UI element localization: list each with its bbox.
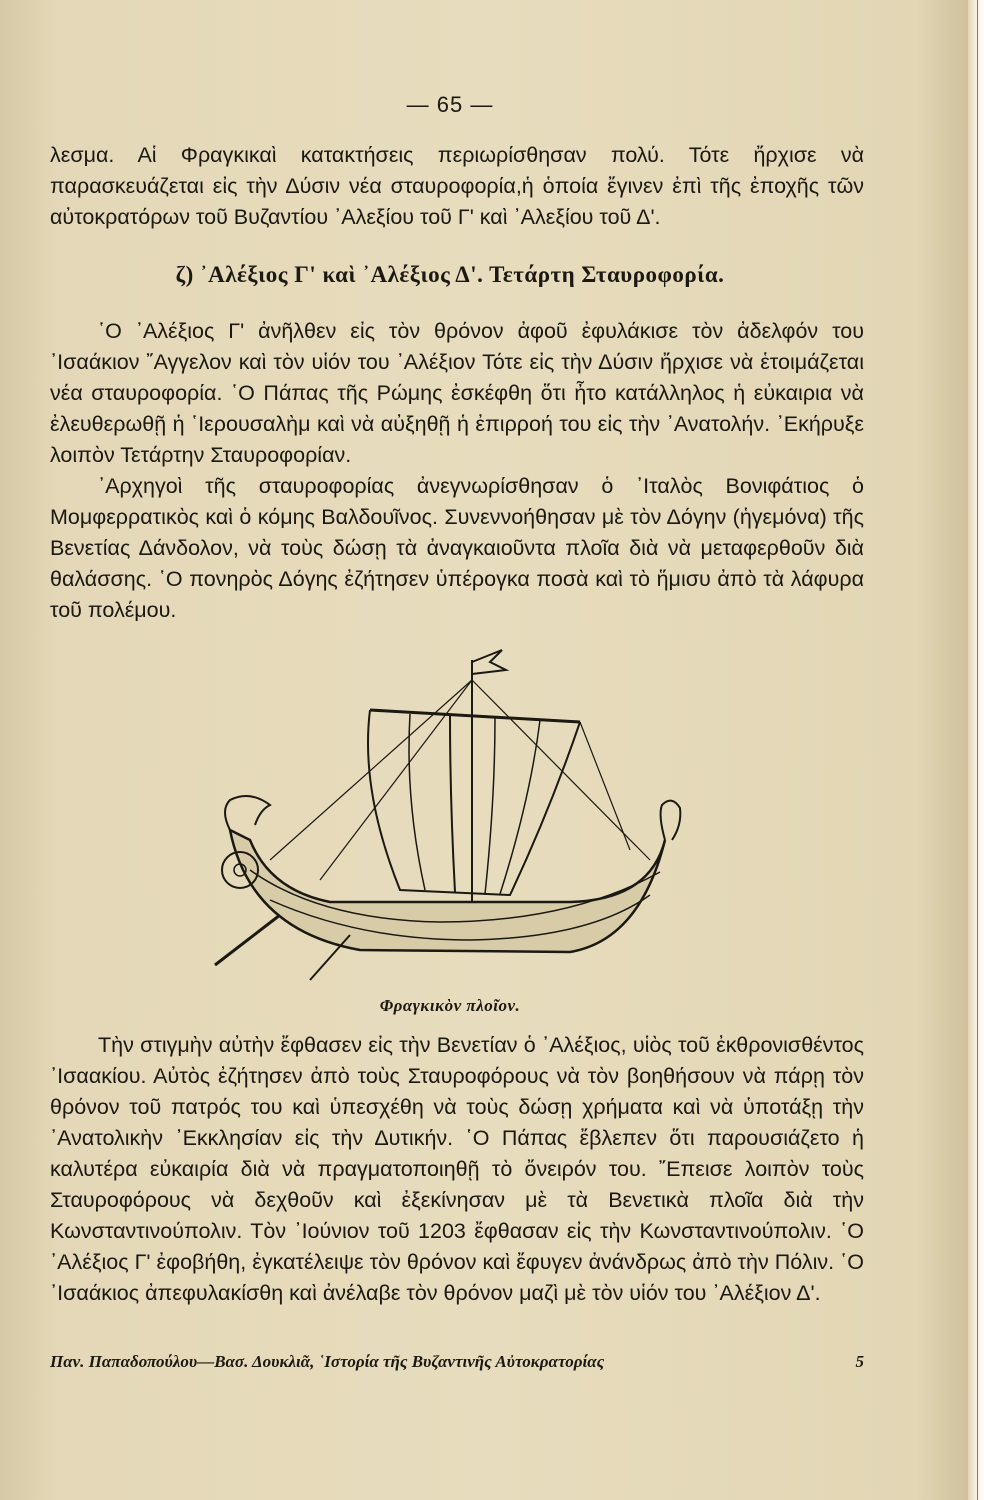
frankish-ship-illustration xyxy=(210,640,690,985)
ship-yard xyxy=(370,710,580,722)
ship-hull xyxy=(230,830,665,952)
page-edge-line xyxy=(977,0,978,1500)
ship-flag xyxy=(472,650,506,674)
ship-sail xyxy=(368,710,580,895)
figure-caption: Φραγκικὸν πλοῖον. xyxy=(379,996,521,1015)
page-footer xyxy=(50,1352,864,1372)
page-number: — 65 — xyxy=(406,92,494,117)
section-heading: ζ) ᾿Αλέξιος Γ' καὶ ᾿Αλέξιος Δ'. Τετάρτη Σταυροφορία. xyxy=(175,262,725,287)
footer-signature-mark: 5 xyxy=(855,1352,864,1371)
footer-citation: Παν. Παπαδοπούλου—Βασ. Δουκλιᾶ, ῾Ιστορία τῆς Βυζαντινῆς Αὐτοκρατορίας xyxy=(50,1352,605,1371)
paragraph-3: Τὴν στιγμὴν αὐτὴν ἔφθασεν εἰς τὴν Βενετίαν ὁ ᾿Αλέξιος, υἱὸς τοῦ ἐκθρονισθέντος ᾿Ισαακίου. Αὐτὸς ἐζήτησεν ἀπὸ τοὺς Σταυροφόρους νὰ τὸν βοηθήσουν νὰ πάρῃ τὸν θρόνον τοῦ πατρός του καὶ ὑπεσχέθη νὰ τοὺς δώσῃ χρήματα καὶ νὰ ὑποτάξῃ τὴν ᾿Ανατολικὴν ᾿Εκκλησίαν εἰς τὴν Δυτικήν. ῾Ο Πάπας ἔβλεπεν ὅτι παρουσιάζετο ἡ καλυτέρα εὐκαιρία διὰ νὰ πραγματοποιηθῇ τὸ ὄνειρόν του. ῎Επεισε λοιπὸν τοὺς Σταυροφόρους νὰ δεχθοῦν καὶ ἐξεκίνησαν μὲ τὰ Βενετικὰ πλοῖα διὰ τὴν Κωνσταντινούπολιν. Τὸν ᾿Ιούνιον τοῦ 1203 ἔφθασαν εἰς τὴν Κωνσταντινούπολιν. ῾Ο ᾿Αλέξιος Γ' ἐφοβήθη, ἐγκατέλειψε τὸν θρόνον καὶ ἔφυγεν ἀνάνδρως ἀπὸ τὴν Πόλιν. ῾Ο ᾿Ισαάκιος ἀπεφυλακίσθη καὶ ἀνέλαβε τὸν θρόνον μαζὶ μὲ τὸν υἱόν του ᾿Αλέξιον Δ'. xyxy=(50,1033,864,1305)
main-text-block xyxy=(50,316,864,626)
intro-text-block xyxy=(50,140,864,233)
rigging-fore xyxy=(270,680,472,860)
intro-paragraph: λεσμα. Αἱ Φραγκικαὶ κατακτήσεις περιωρίσθησαν πολύ. Τότε ἤρχισε νὰ παρασκευάζεται εἰς τὴν Δύσιν νέα σταυροφορία,ἡ ὁποία ἔγινεν ἐπὶ τῆς ἐποχῆς τῶν αὐτοκρατόρων τοῦ Βυζαντίου ᾿Αλεξίου τοῦ Γ' καὶ ᾿Αλεξίου τοῦ Δ'. xyxy=(50,143,864,229)
ship-oar xyxy=(215,915,280,965)
ship-prow xyxy=(225,796,270,830)
paragraph-2: ᾿Αρχηγοὶ τῆς σταυροφορίας ἀνεγνωρίσθησαν ὁ ᾿Ιταλὸς Βονιφάτιος ὁ Μομφερρατικὸς καὶ ὁ κόμης Βαλδουῖνος. Συνεννοήθησαν μὲ τὸν Δόγην (ἡγεμόνα) τῆς Βενετίας Δάνδολον, νὰ τοὺς δώσῃ τὰ ἀναγκαιοῦντα πλοῖα διὰ νὰ μεταφερθοῦν διὰ θαλάσσης. ῾Ο πονηρὸς Δόγης ἐζήτησεν ὑπέρογκα ποσὰ καὶ τὸ ἥμισυ ἀπὸ τὰ λάφυρα τοῦ πολέμου. xyxy=(50,474,864,622)
lower-text-block xyxy=(50,1030,864,1309)
paragraph-1: ῾Ο ᾿Αλέξιος Γ' ἀνῆλθεν εἰς τὸν θρόνον ἀφοῦ ἐφυλάκισε τὸν ἀδελφόν του ᾿Ισαάκιον ῎Αγγελον καὶ τὸν υἱόν του ᾿Αλέξιον Τότε εἰς τὴν Δύσιν ἤρχισε νὰ ἑτοιμάζεται νέα σταυροφορία. ῾Ο Πάπας τῆς Ρώμης ἐσκέφθη ὅτι ἦτο κατάλληλος ἡ εὐκαιρια νὰ ἐλευθερωθῇ ἡ ῾Ιερουσαλὴμ καὶ νὰ αὐξηθῇ ἡ ἐπιρροή του εἰς τὴν ᾿Ανατολήν. ᾿Εκήρυξε λοιπὸν Τετάρτην Σταυροφορίαν. xyxy=(50,319,864,467)
ship-stern xyxy=(661,801,681,840)
page-edge xyxy=(968,0,984,1500)
